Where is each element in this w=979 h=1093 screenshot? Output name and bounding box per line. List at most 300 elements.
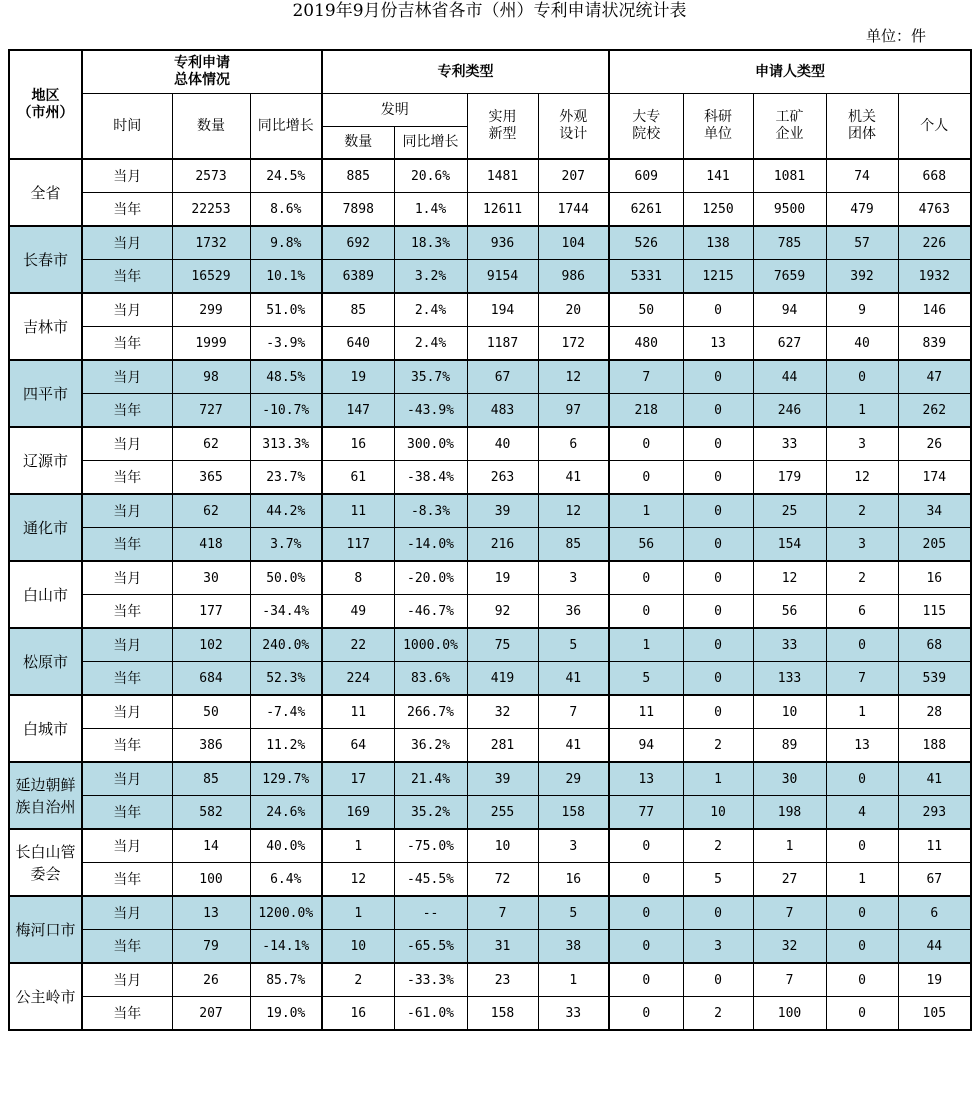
value-cell: 85 (538, 528, 609, 562)
table-row (9, 360, 971, 394)
region-name: 通化市 (22, 518, 68, 537)
value-cell: 0 (683, 963, 753, 997)
value-cell: 31 (467, 930, 538, 964)
region-cell (9, 494, 82, 561)
value-cell: 85 (322, 293, 394, 327)
value-cell: 33 (753, 628, 826, 662)
value-cell: 1932 (898, 260, 971, 294)
value-cell: 9154 (467, 260, 538, 294)
value-cell: 2 (683, 997, 753, 1031)
value-cell: 12 (826, 461, 898, 495)
table-row (9, 595, 971, 629)
header-invention: 发明 (322, 94, 467, 127)
header-patent-type (322, 50, 609, 94)
region-cell (9, 628, 82, 695)
table-row (9, 159, 971, 193)
value-cell: 16 (538, 863, 609, 897)
value-cell: 11 (609, 695, 683, 729)
value-cell: 218 (609, 394, 683, 428)
value-cell: 7 (467, 896, 538, 930)
value-cell: 11 (898, 829, 971, 863)
value-cell: 57 (826, 226, 898, 260)
table-row (9, 193, 971, 227)
value-cell: 39 (467, 762, 538, 796)
value-cell: 22253 (172, 193, 250, 227)
value-cell: 0 (683, 595, 753, 629)
value-cell: 47 (898, 360, 971, 394)
region-name: 吉林市 (22, 317, 68, 336)
header-yoy: 同比增长 (250, 94, 322, 160)
value-cell: -46.7% (394, 595, 467, 629)
value-cell: 26 (172, 963, 250, 997)
value-cell: 83.6% (394, 662, 467, 696)
region-cell (9, 695, 82, 762)
table-row (9, 762, 971, 796)
value-cell: 7659 (753, 260, 826, 294)
header-invention-count: 数量 (322, 127, 394, 160)
value-cell: 1 (683, 762, 753, 796)
value-cell: 56 (609, 528, 683, 562)
value-cell: 266.7% (394, 695, 467, 729)
period-cell: 当年 (82, 662, 172, 696)
value-cell: 41 (538, 729, 609, 763)
value-cell: 936 (467, 226, 538, 260)
value-cell: 0 (683, 360, 753, 394)
region-name: 白城市 (22, 719, 68, 738)
period-cell: 当年 (82, 193, 172, 227)
value-cell: 6 (538, 427, 609, 461)
region-name: 长春市 (22, 250, 68, 269)
value-cell: 27 (753, 863, 826, 897)
period-cell: 当月 (82, 695, 172, 729)
table-row (9, 662, 971, 696)
value-cell: 1 (826, 695, 898, 729)
header-utility (467, 94, 538, 160)
period-cell: 当月 (82, 762, 172, 796)
value-cell: 16529 (172, 260, 250, 294)
value-cell: 6389 (322, 260, 394, 294)
value-cell: 177 (172, 595, 250, 629)
value-cell: 0 (683, 896, 753, 930)
value-cell: 35.7% (394, 360, 467, 394)
value-cell: 52.3% (250, 662, 322, 696)
value-cell: 5 (538, 896, 609, 930)
value-cell: -38.4% (394, 461, 467, 495)
period-cell: 当年 (82, 863, 172, 897)
value-cell: 41 (898, 762, 971, 796)
value-cell: 77 (609, 796, 683, 830)
region-name: 长白山管 委会 (15, 842, 76, 883)
value-cell: 7 (609, 360, 683, 394)
value-cell: 16 (322, 997, 394, 1031)
value-cell: 785 (753, 226, 826, 260)
value-cell: 9 (826, 293, 898, 327)
value-cell: 0 (609, 930, 683, 964)
value-cell: 1 (609, 628, 683, 662)
value-cell: -20.0% (394, 561, 467, 595)
header-region-label: 地区 （市州） (17, 87, 74, 121)
value-cell: 39 (467, 494, 538, 528)
value-cell: 1187 (467, 327, 538, 361)
value-cell: 0 (609, 561, 683, 595)
value-cell: 539 (898, 662, 971, 696)
value-cell: 147 (322, 394, 394, 428)
period-cell: 当月 (82, 628, 172, 662)
value-cell: 34 (898, 494, 971, 528)
value-cell: 23.7% (250, 461, 322, 495)
value-cell: 10 (322, 930, 394, 964)
value-cell: 29 (538, 762, 609, 796)
value-cell: 12 (753, 561, 826, 595)
value-cell: 11.2% (250, 729, 322, 763)
value-cell: 2 (826, 561, 898, 595)
value-cell: 5331 (609, 260, 683, 294)
region-name: 延边朝鲜 族自治州 (15, 775, 76, 816)
value-cell: 0 (826, 628, 898, 662)
value-cell: -33.3% (394, 963, 467, 997)
value-cell: 13 (683, 327, 753, 361)
value-cell: 10 (467, 829, 538, 863)
header-enterprise-label: 工矿 企业 (775, 109, 804, 142)
value-cell: 19 (467, 561, 538, 595)
value-cell: 1732 (172, 226, 250, 260)
table-row (9, 494, 971, 528)
value-cell: 174 (898, 461, 971, 495)
header-university-label: 大专 院校 (632, 109, 661, 142)
value-cell: 2.4% (394, 327, 467, 361)
period-cell: 当年 (82, 997, 172, 1031)
value-cell: 2 (683, 729, 753, 763)
region-name: 公主岭市 (15, 987, 76, 1006)
value-cell: 2 (322, 963, 394, 997)
period-cell: 当年 (82, 595, 172, 629)
value-cell: 226 (898, 226, 971, 260)
value-cell: 11 (322, 494, 394, 528)
value-cell: 3 (826, 528, 898, 562)
value-cell: 986 (538, 260, 609, 294)
table-row (9, 561, 971, 595)
value-cell: 5 (683, 863, 753, 897)
value-cell: -14.0% (394, 528, 467, 562)
value-cell: 35.2% (394, 796, 467, 830)
value-cell: 2 (683, 829, 753, 863)
region-cell (9, 427, 82, 494)
value-cell: 32 (753, 930, 826, 964)
table-row (9, 963, 971, 997)
value-cell: 21.4% (394, 762, 467, 796)
value-cell: 41 (538, 662, 609, 696)
value-cell: 386 (172, 729, 250, 763)
period-cell: 当月 (82, 829, 172, 863)
value-cell: 684 (172, 662, 250, 696)
value-cell: 44 (753, 360, 826, 394)
value-cell: 13 (826, 729, 898, 763)
value-cell: 51.0% (250, 293, 322, 327)
period-cell: 当年 (82, 930, 172, 964)
value-cell: 49 (322, 595, 394, 629)
value-cell: 479 (826, 193, 898, 227)
value-cell: 0 (683, 628, 753, 662)
table-row (9, 695, 971, 729)
value-cell: 0 (609, 863, 683, 897)
value-cell: 17 (322, 762, 394, 796)
value-cell: 240.0% (250, 628, 322, 662)
value-cell: 313.3% (250, 427, 322, 461)
value-cell: -45.5% (394, 863, 467, 897)
value-cell: 5 (609, 662, 683, 696)
period-cell: 当年 (82, 729, 172, 763)
value-cell: 13 (609, 762, 683, 796)
value-cell: 44 (898, 930, 971, 964)
value-cell: 392 (826, 260, 898, 294)
header-university (609, 94, 683, 160)
value-cell: 293 (898, 796, 971, 830)
value-cell: 48.5% (250, 360, 322, 394)
value-cell: 0 (683, 427, 753, 461)
header-applicant-type (609, 50, 971, 94)
value-cell: 0 (683, 394, 753, 428)
table-row (9, 729, 971, 763)
period-cell: 当月 (82, 159, 172, 193)
value-cell: 9.8% (250, 226, 322, 260)
value-cell: 14 (172, 829, 250, 863)
value-cell: 6 (898, 896, 971, 930)
table-row (9, 260, 971, 294)
table-row (9, 896, 971, 930)
value-cell: 0 (683, 662, 753, 696)
value-cell: 24.5% (250, 159, 322, 193)
table-row (9, 293, 971, 327)
header-research (683, 94, 753, 160)
value-cell: 92 (467, 595, 538, 629)
value-cell: 115 (898, 595, 971, 629)
value-cell: 526 (609, 226, 683, 260)
value-cell: 8 (322, 561, 394, 595)
value-cell: 0 (683, 561, 753, 595)
value-cell: 627 (753, 327, 826, 361)
value-cell: 102 (172, 628, 250, 662)
table-row (9, 394, 971, 428)
period-cell: 当年 (82, 461, 172, 495)
header-invention-yoy: 同比增长 (394, 127, 467, 160)
value-cell: 79 (172, 930, 250, 964)
value-cell: 30 (753, 762, 826, 796)
value-cell: 300.0% (394, 427, 467, 461)
value-cell: 7 (753, 963, 826, 997)
table-row (9, 226, 971, 260)
value-cell: 11 (322, 695, 394, 729)
value-cell: 133 (753, 662, 826, 696)
value-cell: 146 (898, 293, 971, 327)
value-cell: 154 (753, 528, 826, 562)
value-cell: 3 (538, 561, 609, 595)
value-cell: 255 (467, 796, 538, 830)
value-cell: 10 (753, 695, 826, 729)
value-cell: 94 (609, 729, 683, 763)
value-cell: 246 (753, 394, 826, 428)
value-cell: 13 (172, 896, 250, 930)
value-cell: 224 (322, 662, 394, 696)
table-row (9, 628, 971, 662)
value-cell: 6.4% (250, 863, 322, 897)
value-cell: 68 (898, 628, 971, 662)
value-cell: 40.0% (250, 829, 322, 863)
value-cell: 4763 (898, 193, 971, 227)
value-cell: 0 (683, 461, 753, 495)
patent-statistics-table (8, 49, 972, 1031)
value-cell: 419 (467, 662, 538, 696)
value-cell: 0 (826, 829, 898, 863)
table-body (9, 159, 971, 1030)
period-cell: 当年 (82, 394, 172, 428)
header-design (538, 94, 609, 160)
value-cell: 1.4% (394, 193, 467, 227)
value-cell: 2573 (172, 159, 250, 193)
value-cell: 67 (467, 360, 538, 394)
value-cell: 0 (609, 829, 683, 863)
value-cell: 0 (683, 494, 753, 528)
value-cell: 207 (538, 159, 609, 193)
value-cell: 1 (826, 394, 898, 428)
value-cell: 67 (898, 863, 971, 897)
value-cell: 85.7% (250, 963, 322, 997)
value-cell: 609 (609, 159, 683, 193)
value-cell: 0 (609, 997, 683, 1031)
value-cell: 7 (753, 896, 826, 930)
page-title: 2019年9月份吉林省各市（州）专利申请状况统计表 (292, 1, 687, 21)
value-cell: 61 (322, 461, 394, 495)
value-cell: 0 (609, 461, 683, 495)
value-cell: 12611 (467, 193, 538, 227)
value-cell: 129.7% (250, 762, 322, 796)
header-overall (82, 50, 322, 94)
value-cell: 22 (322, 628, 394, 662)
value-cell: 0 (609, 896, 683, 930)
value-cell: 3 (538, 829, 609, 863)
value-cell: 299 (172, 293, 250, 327)
value-cell: 74 (826, 159, 898, 193)
value-cell: 28 (898, 695, 971, 729)
value-cell: 582 (172, 796, 250, 830)
value-cell: 12 (322, 863, 394, 897)
period-cell: 当月 (82, 494, 172, 528)
region-cell (9, 159, 82, 226)
value-cell: 23 (467, 963, 538, 997)
period-cell: 当月 (82, 427, 172, 461)
header-count: 数量 (172, 94, 250, 160)
period-cell: 当年 (82, 327, 172, 361)
header-agency (826, 94, 898, 160)
value-cell: 188 (898, 729, 971, 763)
value-cell: 64 (322, 729, 394, 763)
period-cell: 当月 (82, 360, 172, 394)
value-cell: 1200.0% (250, 896, 322, 930)
value-cell: 1 (753, 829, 826, 863)
value-cell: 30 (172, 561, 250, 595)
value-cell: 668 (898, 159, 971, 193)
value-cell: 0 (683, 695, 753, 729)
value-cell: 483 (467, 394, 538, 428)
value-cell: 0 (609, 427, 683, 461)
value-cell: -65.5% (394, 930, 467, 964)
region-cell (9, 360, 82, 427)
value-cell: 32 (467, 695, 538, 729)
value-cell: 12 (538, 360, 609, 394)
table-row (9, 997, 971, 1031)
value-cell: 94 (753, 293, 826, 327)
region-name: 全省 (30, 183, 61, 202)
value-cell: 33 (753, 427, 826, 461)
period-cell: 当月 (82, 226, 172, 260)
value-cell: 207 (172, 997, 250, 1031)
header-time: 时间 (82, 94, 172, 160)
region-cell (9, 829, 82, 896)
value-cell: 4 (826, 796, 898, 830)
value-cell: 41 (538, 461, 609, 495)
value-cell: 1215 (683, 260, 753, 294)
value-cell: 172 (538, 327, 609, 361)
value-cell: 12 (538, 494, 609, 528)
value-cell: 9500 (753, 193, 826, 227)
value-cell: 10 (683, 796, 753, 830)
value-cell: 16 (322, 427, 394, 461)
value-cell: 158 (538, 796, 609, 830)
value-cell: 36.2% (394, 729, 467, 763)
value-cell: 100 (172, 863, 250, 897)
value-cell: -34.4% (250, 595, 322, 629)
period-cell: 当月 (82, 293, 172, 327)
table-row (9, 427, 971, 461)
value-cell: 1481 (467, 159, 538, 193)
value-cell: 1000.0% (394, 628, 467, 662)
region-name: 四平市 (22, 384, 68, 403)
value-cell: 1250 (683, 193, 753, 227)
value-cell: 281 (467, 729, 538, 763)
value-cell: 40 (467, 427, 538, 461)
value-cell: -43.9% (394, 394, 467, 428)
region-cell (9, 963, 82, 1030)
value-cell: 169 (322, 796, 394, 830)
value-cell: 105 (898, 997, 971, 1031)
value-cell: 5 (538, 628, 609, 662)
value-cell: 141 (683, 159, 753, 193)
period-cell: 当月 (82, 561, 172, 595)
value-cell: 18.3% (394, 226, 467, 260)
value-cell: 20.6% (394, 159, 467, 193)
value-cell: 365 (172, 461, 250, 495)
value-cell: 50 (172, 695, 250, 729)
value-cell: 1 (826, 863, 898, 897)
value-cell: 7 (538, 695, 609, 729)
period-cell: 当年 (82, 796, 172, 830)
unit-label: 单位：件 (866, 27, 927, 45)
value-cell: 0 (826, 930, 898, 964)
header-research-label: 科研 单位 (704, 109, 733, 142)
value-cell: 480 (609, 327, 683, 361)
value-cell: -75.0% (394, 829, 467, 863)
value-cell: 640 (322, 327, 394, 361)
header-agency-label: 机关 团体 (848, 109, 877, 142)
value-cell: 0 (683, 293, 753, 327)
value-cell: 216 (467, 528, 538, 562)
period-cell: 当月 (82, 896, 172, 930)
value-cell: 262 (898, 394, 971, 428)
value-cell: -61.0% (394, 997, 467, 1031)
period-cell: 当年 (82, 260, 172, 294)
value-cell: 19 (898, 963, 971, 997)
value-cell: 198 (753, 796, 826, 830)
value-cell: 8.6% (250, 193, 322, 227)
